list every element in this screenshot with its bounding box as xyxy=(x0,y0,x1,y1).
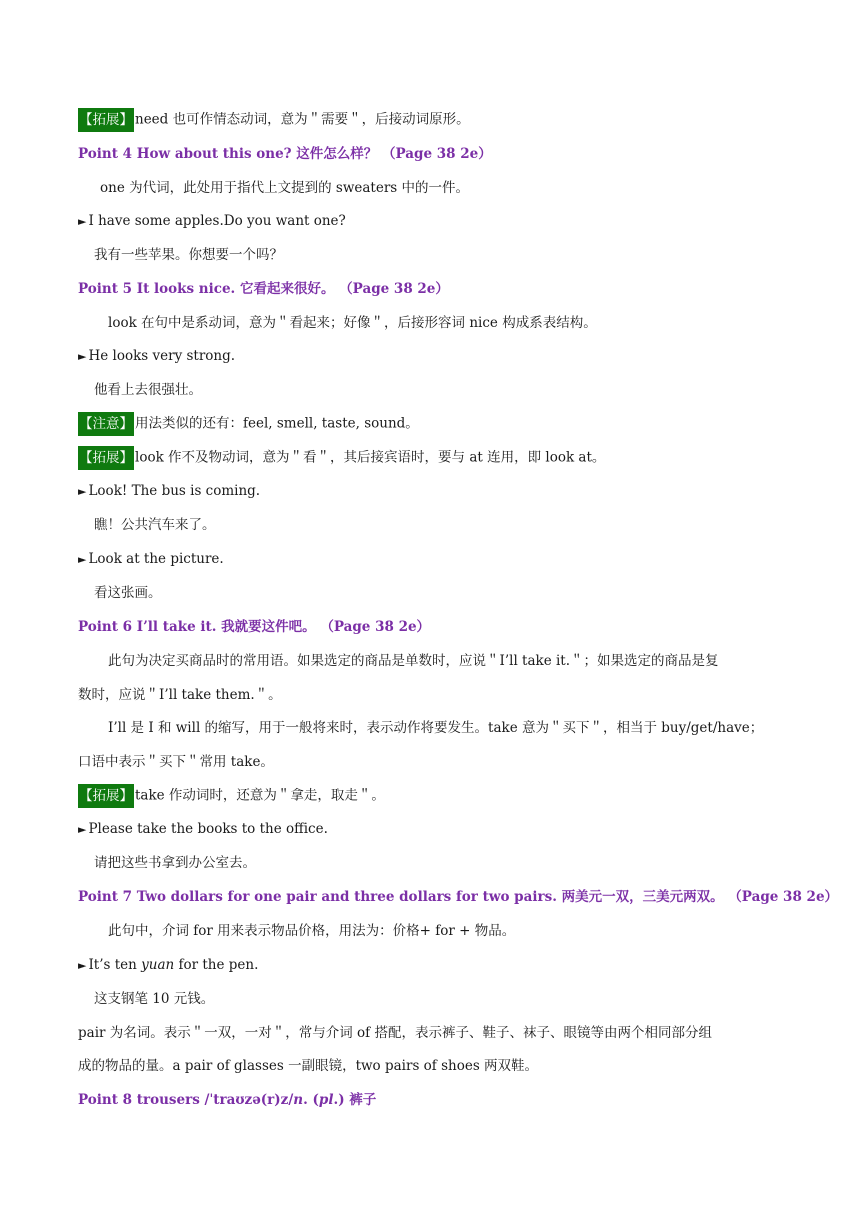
example-text: Please take the books to the office. xyxy=(88,821,328,837)
note-text: 用法类似的还有：feel, smell, taste, sound。 xyxy=(135,415,419,432)
extension-line-need xyxy=(78,108,790,132)
example-sentence xyxy=(78,210,790,233)
example-text-italic: yuan xyxy=(141,957,175,973)
extension-tag: 【拓展】 xyxy=(78,446,134,470)
extension-line-take xyxy=(78,784,790,808)
pair-explanation: pair 为名词。表示＂一双，一对＂，常与介词 of 搭配，表示裤子、鞋子、袜子、眼镜等由两个相同部分组 xyxy=(78,1025,712,1041)
extension-text: take 作动词时，还意为＂拿走，取走＂。 xyxy=(135,787,385,804)
extension-line-look xyxy=(78,446,790,470)
example-text: He looks very strong. xyxy=(88,348,236,364)
point-4-explanation: one 为代词，此处用于指代上文提到的 sweaters 中的一件。 xyxy=(100,180,470,196)
bullet-triangle-icon: ► xyxy=(78,823,87,836)
extension-text: need 也可作情态动词，意为＂需要＂，后接动词原形。 xyxy=(135,111,470,128)
pair-explanation-cont: 成的物品的量。a pair of glasses 一副眼镜，two pairs of shoes 两双鞋。 xyxy=(78,1058,539,1074)
point-8-plural: pl xyxy=(318,1092,334,1108)
note-tag: 【注意】 xyxy=(78,412,134,436)
example-text: for the pen. xyxy=(174,957,259,973)
example-translation: 瞧！公共汽车来了。 xyxy=(94,517,216,533)
example-text: I have some apples.Do you want one? xyxy=(88,213,346,229)
point-8-pos: n xyxy=(293,1092,304,1108)
point-6-explanation-2-cont: 口语中表示＂买下＂常用 take。 xyxy=(78,754,274,770)
example-translation: 他看上去很强壮。 xyxy=(94,382,202,398)
point-5-heading: Point 5 It looks nice. 它看起来很好。 （Page 38 2e） xyxy=(78,281,449,297)
bullet-triangle-icon: ► xyxy=(78,485,87,498)
example-text: Look at the picture. xyxy=(88,551,224,567)
bullet-triangle-icon: ► xyxy=(78,553,87,566)
example-sentence xyxy=(78,818,790,841)
point-6-explanation: 此句为决定买商品时的常用语。如果选定的商品是单数时，应说＂I’ll take it.＂；如果选定的商品是复 xyxy=(108,653,719,669)
example-translation: 看这张画。 xyxy=(94,585,162,601)
example-translation: 请把这些书拿到办公室去。 xyxy=(94,855,256,871)
point-8-title-text: .) 裤子 xyxy=(333,1092,377,1108)
note-line xyxy=(78,412,790,436)
extension-text: look 作不及物动词，意为＂看＂，其后接宾语时，要与 at 连用，即 look at。 xyxy=(135,449,606,466)
example-sentence xyxy=(78,480,790,503)
point-8-title-text: Point 8 trousers /ˈtraʊzə(r)z/ xyxy=(78,1092,294,1108)
point-8-heading xyxy=(78,1089,790,1111)
point-6-explanation-2: I’ll 是 I 和 will 的缩写，用于一般将来时，表示动作将要发生。take 意为＂买下＂，相当于 buy/get/have； xyxy=(108,720,764,736)
bullet-triangle-icon: ► xyxy=(78,215,87,228)
point-4-heading: Point 4 How about this one? 这件怎么样？ （Page 38 2e） xyxy=(78,146,492,162)
example-sentence xyxy=(78,345,790,368)
point-6-heading: Point 6 I’ll take it. 我就要这件吧。 （Page 38 2e） xyxy=(78,619,431,635)
point-8-title-text: . ( xyxy=(303,1092,319,1108)
example-sentence xyxy=(78,954,790,977)
bullet-triangle-icon: ► xyxy=(78,350,87,363)
point-5-explanation: look 在句中是系动词，意为＂看起来；好像＂，后接形容词 nice 构成系表结构。 xyxy=(108,315,597,331)
example-translation: 我有一些苹果。你想要一个吗？ xyxy=(94,247,283,263)
extension-tag: 【拓展】 xyxy=(78,108,134,132)
point-7-explanation: 此句中，介词 for 用来表示物品价格，用法为：价格+ for + 物品。 xyxy=(108,923,516,939)
example-text: Look! The bus is coming. xyxy=(88,483,261,499)
example-sentence xyxy=(78,548,790,571)
extension-tag: 【拓展】 xyxy=(78,784,134,808)
point-6-explanation-cont: 数时，应说＂I’ll take them.＂。 xyxy=(78,687,282,703)
point-7-heading: Point 7 Two dollars for one pair and three dollars for two pairs. 两美元一双，三美元两双。 （Page 38 2e） xyxy=(78,889,839,905)
example-text: It’s ten xyxy=(88,957,142,973)
example-translation: 这支钢笔 10 元钱。 xyxy=(94,991,215,1007)
bullet-triangle-icon: ► xyxy=(78,959,87,972)
